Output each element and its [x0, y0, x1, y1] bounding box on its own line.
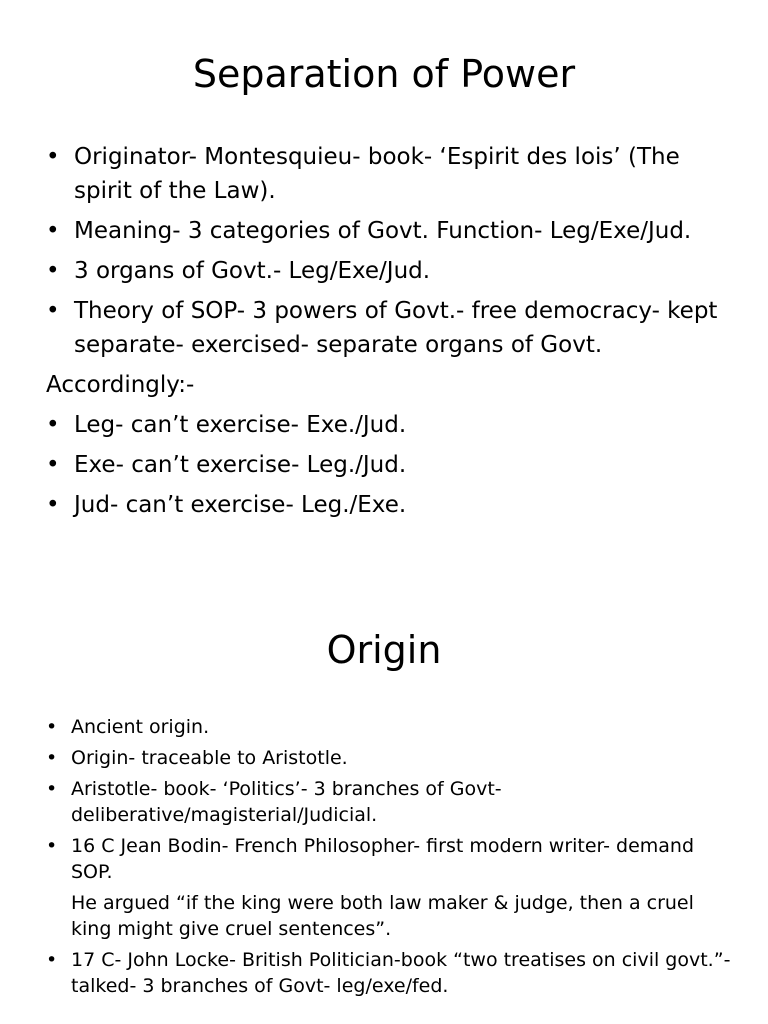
list-item-text: 16 C Jean Bodin- French Philosopher- first modern writer- demand SOP.: [71, 835, 695, 883]
list-item: [46, 294, 736, 362]
bullet-icon: •: [46, 218, 60, 244]
bullet-icon: •: [46, 298, 60, 324]
list-item: [46, 776, 736, 828]
list-item-text: Theory of SOP- 3 powers of Govt.- free democracy- kept separate- exercised- separate organs of Govt.: [74, 298, 718, 358]
list-item: [46, 745, 736, 771]
bullet-icon: •: [46, 747, 58, 769]
list-item-text: Origin- traceable to Aristotle.: [71, 747, 348, 769]
list-item-text: Aristotle- book- ‘Politics’- 3 branches of Govt- deliberative/magisterial/Judicial.: [71, 778, 502, 826]
list-item: [46, 254, 736, 288]
list-item-text: Exe- can’t exercise- Leg./Jud.: [74, 452, 407, 478]
list-item-text: He argued “if the king were both law maker & judge, then a cruel king might give cruel sentences”.: [71, 892, 694, 940]
bullet-icon: •: [46, 452, 60, 478]
list-item-text: 3 organs of Govt.- Leg/Exe/Jud.: [74, 258, 431, 284]
bullet-list: [46, 140, 736, 528]
bullet-icon: •: [46, 949, 58, 971]
list-item: [46, 947, 736, 999]
list-item-text: Ancient origin.: [71, 716, 210, 738]
slide-title: Separation of Power: [192, 52, 576, 96]
list-item: [46, 408, 736, 442]
list-item: [46, 368, 736, 402]
list-item-text: 17 C- John Locke- British Politician-book “two treatises on civil govt.”- talked- 3 branches of Govt- leg/exe/fed.: [71, 949, 731, 997]
bullet-icon: •: [46, 258, 60, 284]
list-item: [46, 214, 736, 248]
bullet-list: [46, 714, 736, 1004]
list-item: [46, 714, 736, 740]
bullet-icon: •: [46, 716, 58, 738]
bullet-icon: •: [46, 492, 60, 518]
list-item: [46, 833, 736, 885]
list-item: [46, 890, 736, 942]
list-item-text: Accordingly:-: [46, 372, 195, 398]
list-item-text: Originator- Montesquieu- book- ‘Espirit des lois’ (The spirit of the Law).: [74, 144, 680, 204]
list-item-text: Jud- can’t exercise- Leg./Exe.: [74, 492, 407, 518]
bullet-icon: •: [46, 144, 60, 170]
list-item-text: Leg- can’t exercise- Exe./Jud.: [74, 412, 407, 438]
bullet-icon: •: [46, 778, 58, 800]
slide-origin: [0, 600, 768, 1024]
bullet-icon: •: [46, 412, 60, 438]
list-item-text: Meaning- 3 categories of Govt. Function- Leg/Exe/Jud.: [74, 218, 692, 244]
bullet-icon: •: [46, 835, 58, 857]
list-item: [46, 140, 736, 208]
list-item: [46, 448, 736, 482]
list-item: [46, 488, 736, 522]
slide-title: Origin: [326, 628, 442, 672]
